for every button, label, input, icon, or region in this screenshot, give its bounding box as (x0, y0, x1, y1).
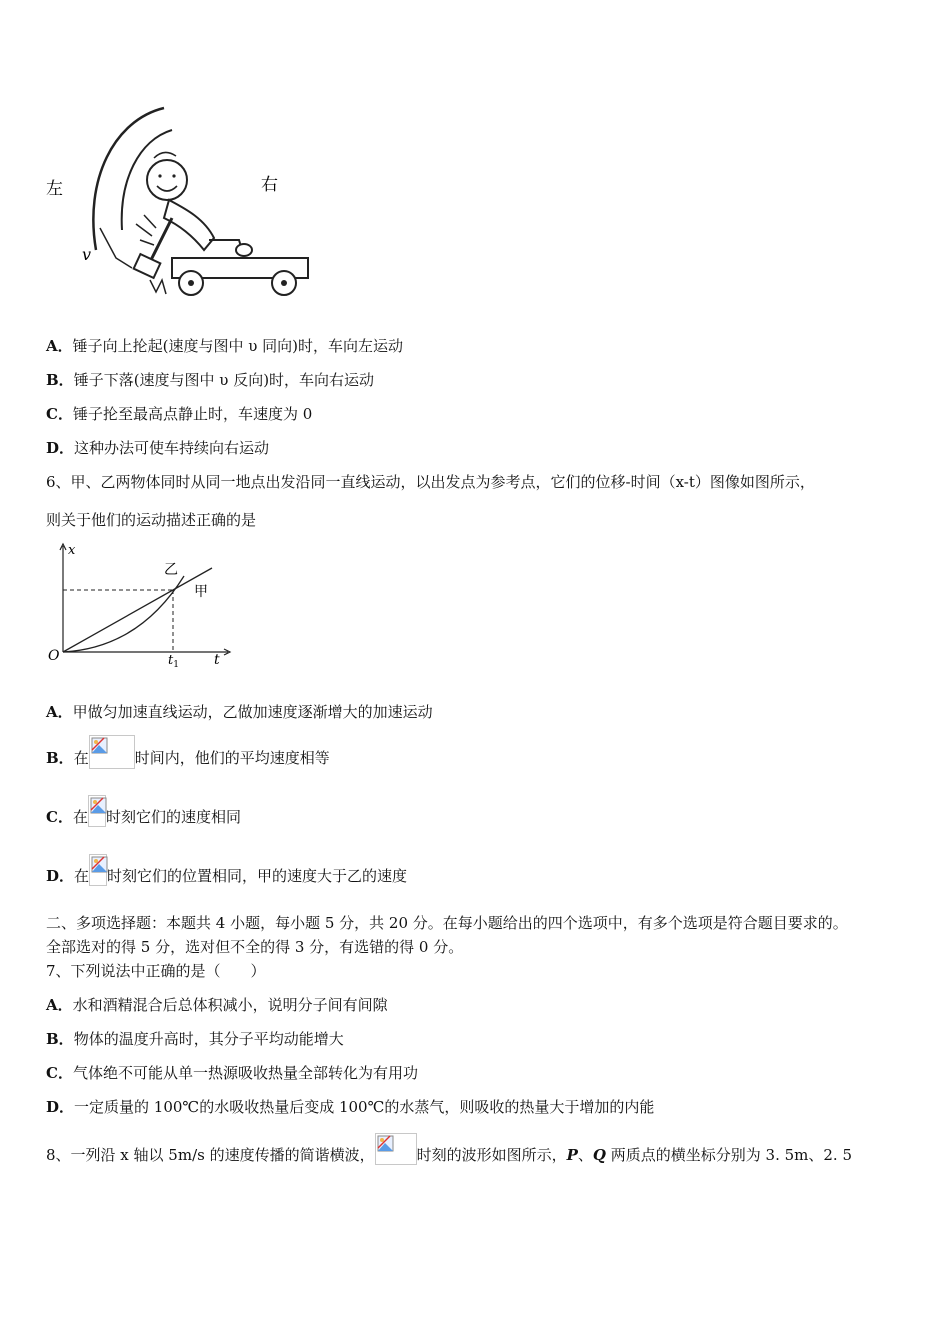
label-jia: 甲 (194, 584, 208, 600)
hammer-head (134, 254, 161, 278)
x-axis-label: x (68, 543, 76, 558)
head (147, 160, 187, 200)
q7-option-c (46, 1063, 418, 1083)
option-text: 锤子向上抡起(速度与图中 υ 同向)时，车向左运动 (72, 337, 404, 355)
t-axis-label: t (214, 652, 220, 668)
line-jia (63, 568, 212, 652)
broken-image-icon (89, 854, 107, 886)
q7-stem: 7、下列说法中正确的是（ ） (46, 962, 266, 980)
option-letter: D． (46, 1098, 75, 1116)
q8-point-q: Q (592, 1146, 606, 1164)
option-text: 锤子下落(速度与图中 υ 反向)时，车向右运动 (73, 371, 375, 389)
q8-text-pre: 8、一列沿 x 轴以 5m/s 的速度传播的简谐横波， (46, 1146, 375, 1164)
q6-stem-line1: 6、甲、乙两物体同时从同一地点出发沿同一直线运动，以出发点为参考点，它们的位移-时间（x-t）图像如图所示， (46, 473, 815, 491)
q6-option-a (46, 702, 433, 722)
q5-option-b (46, 370, 374, 390)
q7-option-d (46, 1097, 654, 1117)
broken-image-icon (375, 1133, 417, 1165)
q8-point-p: P (566, 1146, 578, 1164)
origin-label: O (48, 648, 60, 664)
q5-option-a (46, 336, 403, 356)
option-text: 物体的温度升高时，其分子平均动能增大 (73, 1030, 344, 1048)
option-letter: D． (46, 439, 75, 457)
q8-stem (46, 1145, 852, 1165)
q6-option-d (46, 866, 407, 886)
q8-separator: 、 (577, 1146, 593, 1164)
section2-line2: 全部选对的得 5 分，选对但不全的得 3 分，有选错的得 0 分。 (46, 938, 464, 956)
option-text: 甲做匀加速直线运动，乙做加速度逐渐增大的加速运动 (72, 703, 433, 721)
left-label: 左 (46, 179, 63, 199)
q6-stem-line2: 则关于他们的运动描述正确的是 (46, 511, 257, 529)
option-text: 在 (73, 749, 89, 767)
option-letter: B． (46, 1030, 74, 1048)
q8-text-post-a: 时刻的波形如图所示， (416, 1146, 567, 1164)
t1-label: $t_1$ (168, 653, 179, 670)
velocity-label: v (82, 245, 92, 264)
option-text: 在 (72, 808, 88, 826)
body (164, 200, 214, 250)
q6-option-b (46, 748, 330, 769)
option-letter: C． (46, 808, 73, 826)
q8-text-post-b: 两质点的横坐标分别为 3. 5m、2. 5 (606, 1146, 853, 1164)
broken-image-icon (88, 795, 106, 827)
option-letter: A． (46, 996, 73, 1014)
option-letter: A． (46, 337, 73, 355)
option-text: 一定质量的 100℃的水吸收热量后变成 100℃的水蒸气，则吸收的热量大于增加的内能 (74, 1098, 655, 1116)
q6-option-c (46, 807, 241, 827)
q5-option-c (46, 404, 312, 424)
option-letter: B． (46, 749, 74, 767)
option-letter: C． (46, 405, 73, 423)
cart-hammer-figure (44, 100, 312, 302)
option-letter: A． (46, 703, 73, 721)
broken-image-icon (89, 735, 135, 769)
option-text: 时刻它们的位置相同，甲的速度大于乙的速度 (107, 867, 408, 885)
option-text: 时间内，他们的平均速度相等 (134, 749, 330, 767)
q5-option-d (46, 438, 269, 458)
option-letter: C． (46, 1064, 73, 1082)
q7-option-b (46, 1029, 344, 1049)
option-text: 气体绝不可能从单一热源吸收热量全部转化为有用功 (72, 1064, 418, 1082)
xt-graph (44, 540, 234, 670)
label-yi: 乙 (164, 562, 178, 578)
option-text: 水和酒精混合后总体积减小，说明分子间有间隙 (72, 996, 388, 1014)
option-letter: D． (46, 867, 75, 885)
section2-line1: 二、多项选择题：本题共 4 小题，每小题 5 分，共 20 分。在每小题给出的四个选项中，有多个选项是符合题目要求的。 (46, 914, 848, 932)
option-text: 这种办法可使车持续向右运动 (74, 439, 270, 457)
q7-option-a (46, 995, 388, 1015)
option-text: 在 (74, 867, 90, 885)
option-letter: B． (46, 371, 74, 389)
velocity-arrow (100, 228, 132, 268)
option-text: 时刻它们的速度相同 (105, 808, 241, 826)
option-text: 锤子抡至最高点静止时，车速度为 0 (72, 405, 313, 423)
curve-yi (63, 576, 184, 652)
right-label: 右 (261, 175, 278, 195)
